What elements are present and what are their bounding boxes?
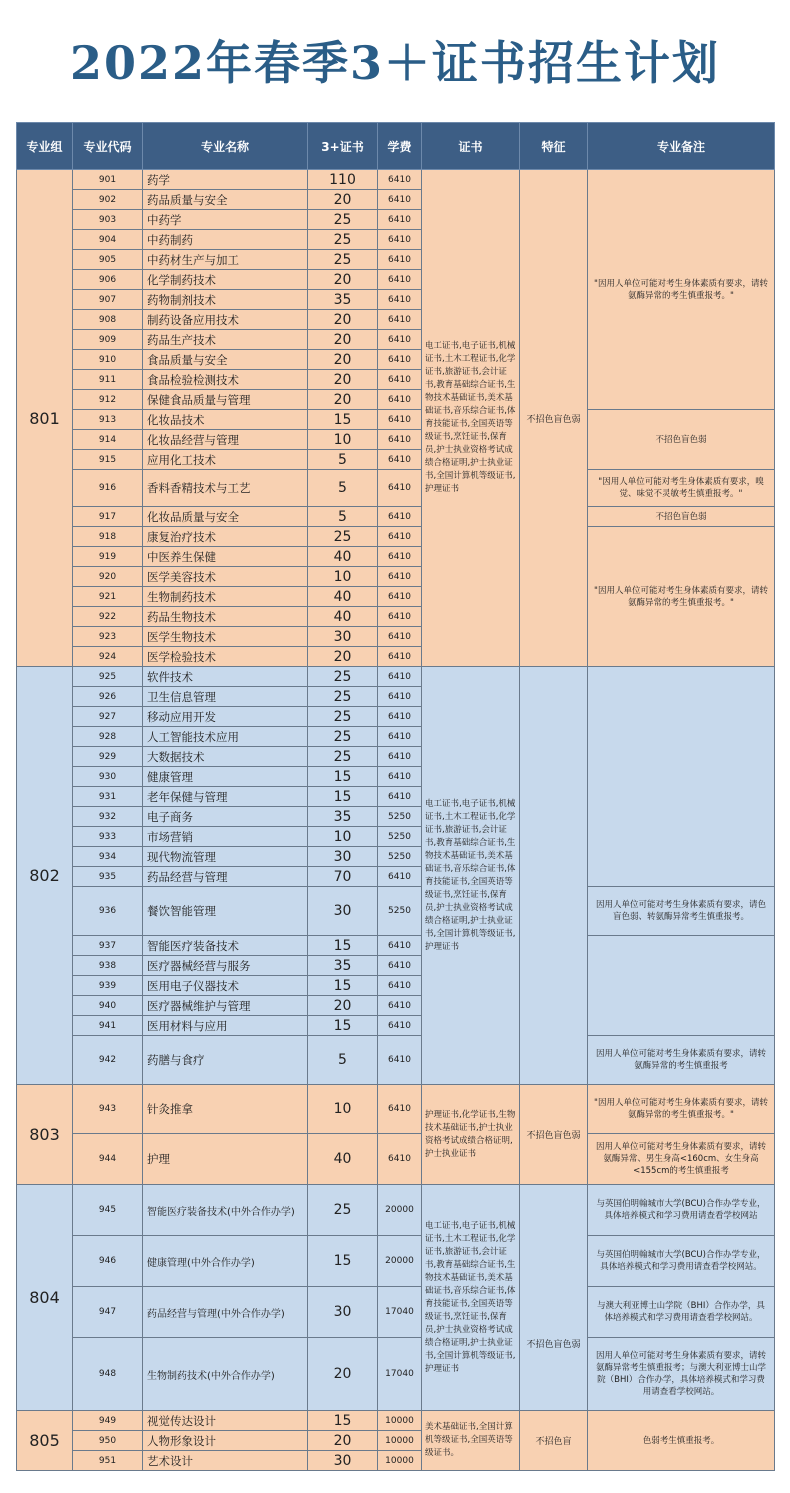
major-name-cell: 视觉传达设计 [143, 1411, 308, 1431]
fee-cell: 6410 [378, 330, 422, 350]
quota-cell: 20 [308, 190, 378, 210]
certificate-cell: 护理证书,化学证书,生物技术基础证书,护士执业资格考试成绩合格证明,护士执业证书 [422, 1085, 520, 1185]
note-cell: 与英国伯明翰城市大学(BCU)合作办学专业，具体培养模式和学习费用请查看学校网站 [588, 1185, 775, 1236]
quota-cell: 25 [308, 747, 378, 767]
header-note: 专业备注 [588, 123, 775, 170]
quota-cell: 15 [308, 787, 378, 807]
feature-cell: 不招色盲 [520, 1411, 588, 1471]
major-name-cell: 中药材生产与加工 [143, 250, 308, 270]
feature-cell [520, 667, 588, 1085]
major-name-cell: 应用化工技术 [143, 450, 308, 470]
quota-cell: 25 [308, 1185, 378, 1236]
note-cell: "因用人单位可能对考生身体素质有要求，请转氨酶异常的考生慎重报考。" [588, 1085, 775, 1134]
fee-cell: 5250 [378, 807, 422, 827]
major-code-cell: 901 [73, 170, 143, 190]
major-name-cell: 药学 [143, 170, 308, 190]
fee-cell: 6410 [378, 707, 422, 727]
major-code-cell: 906 [73, 270, 143, 290]
major-code-cell: 905 [73, 250, 143, 270]
major-code-cell: 920 [73, 567, 143, 587]
quota-cell: 25 [308, 727, 378, 747]
major-name-cell: 药品质量与安全 [143, 190, 308, 210]
quota-cell: 10 [308, 430, 378, 450]
major-name-cell: 化学制药技术 [143, 270, 308, 290]
note-cell [588, 667, 775, 887]
major-name-cell: 化妆品经营与管理 [143, 430, 308, 450]
quota-cell: 30 [308, 627, 378, 647]
fee-cell: 6410 [378, 190, 422, 210]
major-code-cell: 918 [73, 527, 143, 547]
fee-cell: 6410 [378, 270, 422, 290]
quota-cell: 20 [308, 370, 378, 390]
major-name-cell: 健康管理 [143, 767, 308, 787]
table-row [17, 1185, 775, 1236]
fee-cell: 6410 [378, 1036, 422, 1085]
fee-cell: 6410 [378, 667, 422, 687]
group-id-cell: 803 [17, 1085, 73, 1185]
major-name-cell: 市场营销 [143, 827, 308, 847]
table-row [17, 170, 775, 190]
major-name-cell: 软件技术 [143, 667, 308, 687]
major-name-cell: 生物制药技术 [143, 587, 308, 607]
fee-cell: 6410 [378, 370, 422, 390]
quota-cell: 15 [308, 1236, 378, 1287]
quota-cell: 25 [308, 527, 378, 547]
table-row [17, 887, 775, 936]
major-code-cell: 916 [73, 470, 143, 507]
quota-cell: 25 [308, 230, 378, 250]
quota-cell: 15 [308, 1016, 378, 1036]
major-code-cell: 936 [73, 887, 143, 936]
table-row [17, 527, 775, 547]
major-code-cell: 931 [73, 787, 143, 807]
fee-cell: 6410 [378, 170, 422, 190]
quota-cell: 35 [308, 807, 378, 827]
fee-cell: 6410 [378, 1085, 422, 1134]
fee-cell: 6410 [378, 787, 422, 807]
note-cell: "因用人单位可能对考生身体素质有要求，嗅觉、味觉不灵敏考生慎重报考。" [588, 470, 775, 507]
fee-cell: 6410 [378, 350, 422, 370]
major-code-cell: 950 [73, 1431, 143, 1451]
major-code-cell: 903 [73, 210, 143, 230]
quota-cell: 40 [308, 607, 378, 627]
major-code-cell: 935 [73, 867, 143, 887]
table-row [17, 1287, 775, 1338]
major-name-cell: 中医养生保健 [143, 547, 308, 567]
major-code-cell: 943 [73, 1085, 143, 1134]
major-code-cell: 932 [73, 807, 143, 827]
page-title: 2022年春季3＋证书招生计划 [69, 36, 721, 90]
quota-cell: 20 [308, 1338, 378, 1411]
major-name-cell: 香料香精技术与工艺 [143, 470, 308, 507]
fee-cell: 5250 [378, 827, 422, 847]
fee-cell: 6410 [378, 250, 422, 270]
fee-cell: 6410 [378, 976, 422, 996]
major-name-cell: 药膳与食疗 [143, 1036, 308, 1085]
fee-cell: 6410 [378, 727, 422, 747]
note-cell: 与英国伯明翰城市大学(BCU)合作办学专业，具体培养模式和学习费用请查看学校网站。 [588, 1236, 775, 1287]
major-code-cell: 922 [73, 607, 143, 627]
major-name-cell: 餐饮智能管理 [143, 887, 308, 936]
fee-cell: 6410 [378, 410, 422, 430]
quota-cell: 5 [308, 507, 378, 527]
certificate-cell: 美术基础证书,全国计算机等级证书,全国英语等级证书。 [422, 1411, 520, 1471]
major-code-cell: 933 [73, 827, 143, 847]
major-name-cell: 艺术设计 [143, 1451, 308, 1471]
quota-cell: 110 [308, 170, 378, 190]
fee-cell: 6410 [378, 210, 422, 230]
major-code-cell: 948 [73, 1338, 143, 1411]
quota-cell: 10 [308, 567, 378, 587]
quota-cell: 30 [308, 1287, 378, 1338]
fee-cell: 6410 [378, 607, 422, 627]
fee-cell: 6410 [378, 547, 422, 567]
quota-cell: 40 [308, 587, 378, 607]
major-name-cell: 移动应用开发 [143, 707, 308, 727]
enrollment-table [16, 122, 775, 1471]
note-cell: "因用人单位可能对考生身体素质有要求，请转氨酶异常的考生慎重报考。" [588, 527, 775, 667]
table-row [17, 470, 775, 507]
quota-cell: 40 [308, 1134, 378, 1185]
note-cell: 因用人单位可能对考生身体素质有要求，请转氨酶异常的考生慎重报考 [588, 1036, 775, 1085]
header-certificate: 证书 [422, 123, 520, 170]
header-code: 专业代码 [73, 123, 143, 170]
major-name-cell: 化妆品技术 [143, 410, 308, 430]
major-name-cell: 针灸推拿 [143, 1085, 308, 1134]
quota-cell: 20 [308, 647, 378, 667]
quota-cell: 25 [308, 667, 378, 687]
feature-cell: 不招色盲色弱 [520, 1185, 588, 1411]
group-id-cell: 801 [17, 170, 73, 667]
major-name-cell: 医学生物技术 [143, 627, 308, 647]
major-name-cell: 食品检验检测技术 [143, 370, 308, 390]
table-row [17, 1134, 775, 1185]
major-name-cell: 生物制药技术(中外合作办学) [143, 1338, 308, 1411]
fee-cell: 10000 [378, 1431, 422, 1451]
quota-cell: 30 [308, 847, 378, 867]
quota-cell: 30 [308, 887, 378, 936]
quota-cell: 15 [308, 936, 378, 956]
major-code-cell: 944 [73, 1134, 143, 1185]
major-code-cell: 902 [73, 190, 143, 210]
quota-cell: 35 [308, 956, 378, 976]
major-name-cell: 智能医疗装备技术(中外合作办学) [143, 1185, 308, 1236]
header-name: 专业名称 [143, 123, 308, 170]
major-code-cell: 926 [73, 687, 143, 707]
fee-cell: 6410 [378, 936, 422, 956]
major-code-cell: 929 [73, 747, 143, 767]
major-name-cell: 医学检验技术 [143, 647, 308, 667]
fee-cell: 6410 [378, 470, 422, 507]
fee-cell: 6410 [378, 867, 422, 887]
fee-cell: 17040 [378, 1287, 422, 1338]
note-cell: 色弱考生慎重报考。 [588, 1411, 775, 1471]
fee-cell: 6410 [378, 310, 422, 330]
major-name-cell: 健康管理(中外合作办学) [143, 1236, 308, 1287]
fee-cell: 6410 [378, 430, 422, 450]
major-code-cell: 917 [73, 507, 143, 527]
major-name-cell: 智能医疗装备技术 [143, 936, 308, 956]
table-row [17, 936, 775, 956]
major-name-cell: 卫生信息管理 [143, 687, 308, 707]
fee-cell: 5250 [378, 887, 422, 936]
major-code-cell: 937 [73, 936, 143, 956]
fee-cell: 6410 [378, 767, 422, 787]
fee-cell: 6410 [378, 507, 422, 527]
fee-cell: 6410 [378, 956, 422, 976]
fee-cell: 17040 [378, 1338, 422, 1411]
major-code-cell: 927 [73, 707, 143, 727]
note-cell: 不招色盲色弱 [588, 410, 775, 470]
quota-cell: 35 [308, 290, 378, 310]
table-row [17, 1236, 775, 1287]
quota-cell: 15 [308, 1411, 378, 1431]
note-cell: 与澳大利亚博士山学院（BHI）合作办学，具体培养模式和学习费用请查看学校网站。 [588, 1287, 775, 1338]
quota-cell: 20 [308, 1431, 378, 1451]
fee-cell: 6410 [378, 687, 422, 707]
major-name-cell: 人物形象设计 [143, 1431, 308, 1451]
quota-cell: 20 [308, 270, 378, 290]
major-name-cell: 医疗器械经营与服务 [143, 956, 308, 976]
quota-cell: 10 [308, 827, 378, 847]
table-row [17, 1085, 775, 1134]
quota-cell: 25 [308, 687, 378, 707]
quota-cell: 25 [308, 210, 378, 230]
quota-cell: 20 [308, 390, 378, 410]
header-feature: 特征 [520, 123, 588, 170]
major-code-cell: 946 [73, 1236, 143, 1287]
major-code-cell: 908 [73, 310, 143, 330]
major-code-cell: 942 [73, 1036, 143, 1085]
major-name-cell: 中药制药 [143, 230, 308, 250]
note-cell: 不招色盲色弱 [588, 507, 775, 527]
major-name-cell: 护理 [143, 1134, 308, 1185]
major-name-cell: 老年保健与管理 [143, 787, 308, 807]
table-row [17, 1411, 775, 1431]
quota-cell: 70 [308, 867, 378, 887]
quota-cell: 30 [308, 1451, 378, 1471]
major-code-cell: 904 [73, 230, 143, 250]
major-code-cell: 912 [73, 390, 143, 410]
major-name-cell: 医用电子仪器技术 [143, 976, 308, 996]
certificate-cell: 电工证书,电子证书,机械证书,土木工程证书,化学证书,旅游证书,会计证书,教育基础综合证书,生物技术基础证书,美术基础证书,音乐综合证书,体育技能证书,全国英语等级证书,烹饪证书,保育员,护士执业资格考试成绩合格证明,护士执业证书,全国计算机等级证书,护理证书 [422, 1185, 520, 1411]
major-name-cell: 化妆品质量与安全 [143, 507, 308, 527]
major-code-cell: 921 [73, 587, 143, 607]
major-code-cell: 951 [73, 1451, 143, 1471]
major-code-cell: 939 [73, 976, 143, 996]
note-cell: "因用人单位可能对考生身体素质有要求，请转氨酶异常的考生慎重报考。" [588, 170, 775, 410]
major-name-cell: 药品经营与管理 [143, 867, 308, 887]
major-code-cell: 941 [73, 1016, 143, 1036]
quota-cell: 15 [308, 976, 378, 996]
fee-cell: 6410 [378, 996, 422, 1016]
major-name-cell: 康复治疗技术 [143, 527, 308, 547]
header-quota: 3+证书 [308, 123, 378, 170]
group-id-cell: 804 [17, 1185, 73, 1411]
feature-cell: 不招色盲色弱 [520, 1085, 588, 1185]
fee-cell: 6410 [378, 1016, 422, 1036]
header-row [17, 123, 775, 170]
quota-cell: 20 [308, 350, 378, 370]
major-name-cell: 医学美容技术 [143, 567, 308, 587]
major-code-cell: 949 [73, 1411, 143, 1431]
fee-cell: 6410 [378, 450, 422, 470]
table-row [17, 1338, 775, 1411]
major-name-cell: 药品生产技术 [143, 330, 308, 350]
note-cell: 因用人单位可能对考生身体素质有要求，请转氨酶异常、男生身高<160cm、女生身高<155cm的考生慎重报考 [588, 1134, 775, 1185]
quota-cell: 5 [308, 450, 378, 470]
fee-cell: 6410 [378, 587, 422, 607]
fee-cell: 5250 [378, 847, 422, 867]
major-name-cell: 制药设备应用技术 [143, 310, 308, 330]
major-code-cell: 915 [73, 450, 143, 470]
major-code-cell: 938 [73, 956, 143, 976]
quota-cell: 15 [308, 410, 378, 430]
fee-cell: 6410 [378, 390, 422, 410]
major-code-cell: 911 [73, 370, 143, 390]
quota-cell: 10 [308, 1085, 378, 1134]
major-code-cell: 907 [73, 290, 143, 310]
note-cell: 因用人单位可能对考生身体素质有要求，请色盲色弱、转氨酶异常考生慎重报考。 [588, 887, 775, 936]
enrollment-table-wrapper [16, 122, 774, 1471]
major-code-cell: 945 [73, 1185, 143, 1236]
major-code-cell: 947 [73, 1287, 143, 1338]
major-code-cell: 919 [73, 547, 143, 567]
fee-cell: 20000 [378, 1236, 422, 1287]
header-fee: 学费 [378, 123, 422, 170]
note-cell [588, 936, 775, 1036]
fee-cell: 6410 [378, 747, 422, 767]
major-name-cell: 医用材料与应用 [143, 1016, 308, 1036]
major-code-cell: 930 [73, 767, 143, 787]
quota-cell: 25 [308, 707, 378, 727]
major-code-cell: 909 [73, 330, 143, 350]
major-name-cell: 人工智能技术应用 [143, 727, 308, 747]
certificate-cell: 电工证书,电子证书,机械证书,土木工程证书,化学证书,旅游证书,会计证书,教育基础综合证书,生物技术基础证书,美术基础证书,音乐综合证书,体育技能证书,全国英语等级证书,烹饪证书,保育员,护士执业资格考试成绩合格证明,护士执业证书,全国计算机等级证书,护理证书 [422, 170, 520, 667]
quota-cell: 15 [308, 767, 378, 787]
table-row [17, 410, 775, 430]
fee-cell: 6410 [378, 1134, 422, 1185]
fee-cell: 6410 [378, 290, 422, 310]
major-name-cell: 保健食品质量与管理 [143, 390, 308, 410]
major-name-cell: 药品经营与管理(中外合作办学) [143, 1287, 308, 1338]
major-name-cell: 药物制剂技术 [143, 290, 308, 310]
quota-cell: 40 [308, 547, 378, 567]
major-code-cell: 914 [73, 430, 143, 450]
quota-cell: 5 [308, 1036, 378, 1085]
major-name-cell: 中药学 [143, 210, 308, 230]
fee-cell: 6410 [378, 567, 422, 587]
major-code-cell: 925 [73, 667, 143, 687]
fee-cell: 10000 [378, 1451, 422, 1471]
major-name-cell: 医疗器械维护与管理 [143, 996, 308, 1016]
header-group: 专业组 [17, 123, 73, 170]
major-name-cell: 现代物流管理 [143, 847, 308, 867]
group-id-cell: 802 [17, 667, 73, 1085]
major-code-cell: 934 [73, 847, 143, 867]
major-code-cell: 924 [73, 647, 143, 667]
fee-cell: 6410 [378, 647, 422, 667]
quota-cell: 25 [308, 250, 378, 270]
certificate-cell: 电工证书,电子证书,机械证书,土木工程证书,化学证书,旅游证书,会计证书,教育基础综合证书,生物技术基础证书,美术基础证书,音乐综合证书,体育技能证书,全国英语等级证书,烹饪证书,保育员,护士执业资格考试成绩合格证明,护士执业证书,全国计算机等级证书,护理证书 [422, 667, 520, 1085]
group-id-cell: 805 [17, 1411, 73, 1471]
major-code-cell: 928 [73, 727, 143, 747]
quota-cell: 20 [308, 310, 378, 330]
fee-cell: 6410 [378, 627, 422, 647]
major-code-cell: 913 [73, 410, 143, 430]
major-code-cell: 910 [73, 350, 143, 370]
table-row [17, 667, 775, 687]
fee-cell: 6410 [378, 230, 422, 250]
major-name-cell: 大数据技术 [143, 747, 308, 767]
quota-cell: 20 [308, 330, 378, 350]
feature-cell: 不招色盲色弱 [520, 170, 588, 667]
fee-cell: 6410 [378, 527, 422, 547]
major-name-cell: 药品生物技术 [143, 607, 308, 627]
table-row [17, 507, 775, 527]
major-code-cell: 940 [73, 996, 143, 1016]
major-code-cell: 923 [73, 627, 143, 647]
fee-cell: 10000 [378, 1411, 422, 1431]
quota-cell: 5 [308, 470, 378, 507]
major-name-cell: 食品质量与安全 [143, 350, 308, 370]
major-name-cell: 电子商务 [143, 807, 308, 827]
table-row [17, 1036, 775, 1085]
fee-cell: 20000 [378, 1185, 422, 1236]
note-cell: 因用人单位可能对考生身体素质有要求，请转氨酶异常考生慎重报考；与澳大利亚博士山学院（BHI）合作办学，具体培养模式和学习费用请查看学校网站。 [588, 1338, 775, 1411]
quota-cell: 20 [308, 996, 378, 1016]
